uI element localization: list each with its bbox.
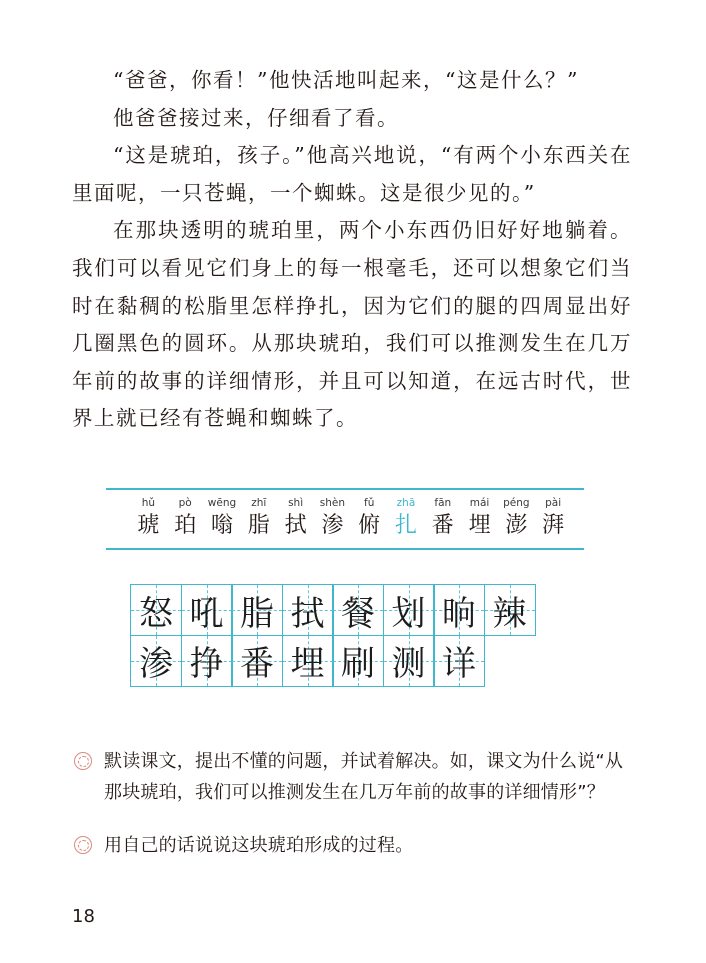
vocab-item-highlighted xyxy=(388,496,425,540)
pinyin: shèn xyxy=(319,497,345,509)
grid-cell xyxy=(332,635,384,687)
grid-char: 埋 xyxy=(290,644,325,684)
grid-char: 拭 xyxy=(290,593,325,634)
pinyin: pài xyxy=(545,497,562,509)
writing-grid-row-1 xyxy=(130,584,536,636)
grid-cell xyxy=(433,584,485,636)
grid-char: 辣 xyxy=(492,593,527,634)
pinyin: pò xyxy=(178,497,192,509)
pinyin: fān xyxy=(434,497,452,509)
paragraph-1: “爸爸，你看！”他快活地叫起来，“这是什么？” xyxy=(113,68,579,92)
pinyin: wēng xyxy=(207,497,237,509)
vocabulary-band xyxy=(106,488,584,550)
grid-cell xyxy=(484,584,536,636)
grid-char: 渗 xyxy=(139,644,173,684)
vocab-item xyxy=(167,496,204,540)
pinyin: fǔ xyxy=(364,497,375,509)
vocab-item xyxy=(314,496,351,540)
grid-char: 挣 xyxy=(189,644,224,684)
grid-char: 脂 xyxy=(240,593,274,634)
grid-cell xyxy=(181,635,233,687)
pinyin: hǔ xyxy=(141,497,156,509)
grid-char: 番 xyxy=(240,644,274,684)
grid-cell xyxy=(130,635,182,687)
vocab-item xyxy=(351,496,388,540)
vocab-char: 嗡 xyxy=(210,513,233,538)
grid-char: 刷 xyxy=(341,644,375,684)
vocab-char: 琥 xyxy=(137,513,160,538)
page-number: 18 xyxy=(72,906,95,927)
vocab-item xyxy=(424,496,461,540)
grid-char: 怒 xyxy=(139,593,173,634)
grid-cell xyxy=(282,635,334,687)
paragraph-3: “这是琥珀，孩子。”他高兴地说，“有两个小东西关在里面呢，一只苍蝇，一个蜘蛛。这是很少见的。” xyxy=(72,143,632,205)
vocab-item xyxy=(461,496,498,540)
seal-circle-icon xyxy=(74,836,92,854)
vocab-item xyxy=(498,496,535,540)
grid-cell xyxy=(181,584,233,636)
vocab-item xyxy=(130,496,167,540)
grid-cell xyxy=(433,635,485,687)
story-text xyxy=(72,62,632,438)
vocab-char: 扎 xyxy=(394,513,417,538)
seal-circle-icon xyxy=(74,752,92,770)
vocab-char: 脂 xyxy=(247,513,270,538)
grid-cell xyxy=(332,584,384,636)
grid-cell xyxy=(231,635,283,687)
vocab-char: 拭 xyxy=(284,513,307,538)
vocabulary-row xyxy=(130,496,572,540)
vocab-char: 湃 xyxy=(542,513,565,538)
paragraph-2: 他爸爸接过来，仔细看了看。 xyxy=(113,105,399,130)
grid-cell xyxy=(231,584,283,636)
pinyin: shì xyxy=(288,497,304,509)
paragraph-4: 在那块透明的琥珀里，两个小东西仍旧好好地躺着。我们可以看见它们身上的每一根毫毛，还可以想象它们当时在黏稠的松脂里怎样挣扎，因为它们的腿的四周显出好几圈黑色的圆环。从那块琥珀，我们可以推测发生在几万年前的故事的详细情形，并且可以知道，在远古时代，世界上就已经有苍蝇和蜘蛛了。 xyxy=(72,218,632,431)
vocab-char: 珀 xyxy=(174,513,197,538)
exercise-1 xyxy=(74,746,634,808)
vocab-item xyxy=(204,496,241,540)
pinyin: mái xyxy=(469,497,490,509)
grid-char: 划 xyxy=(391,593,426,634)
vocab-item xyxy=(240,496,277,540)
vocab-char: 俯 xyxy=(358,513,381,538)
pinyin: péng xyxy=(503,497,530,509)
grid-cell xyxy=(383,635,435,687)
vocab-char: 澎 xyxy=(505,513,528,538)
exercise-text: 用自己的话说说这块琥珀形成的过程。 xyxy=(104,835,414,856)
grid-cell xyxy=(383,584,435,636)
grid-cell xyxy=(130,584,182,636)
vocab-item xyxy=(535,496,572,540)
grid-char: 晌 xyxy=(442,593,476,634)
grid-char: 详 xyxy=(442,644,476,684)
exercise-2 xyxy=(74,830,634,861)
vocab-char: 渗 xyxy=(321,513,344,538)
grid-char: 餐 xyxy=(341,593,375,634)
grid-cell xyxy=(282,584,334,636)
grid-char: 测 xyxy=(391,644,426,684)
vocab-char: 埋 xyxy=(468,513,491,538)
vocab-char: 番 xyxy=(431,513,454,538)
pinyin: zhī xyxy=(251,497,267,509)
exercise-text: 默读课文，提出不懂的问题，并试着解决。如，课文为什么说“从那块琥珀，我们可以推测发生在几万年前的故事的详细情形”？ xyxy=(104,751,624,803)
writing-grid-row-2 xyxy=(130,636,485,687)
grid-char: 吼 xyxy=(189,593,224,634)
pinyin: zhā xyxy=(396,497,416,509)
vocab-item xyxy=(277,496,314,540)
